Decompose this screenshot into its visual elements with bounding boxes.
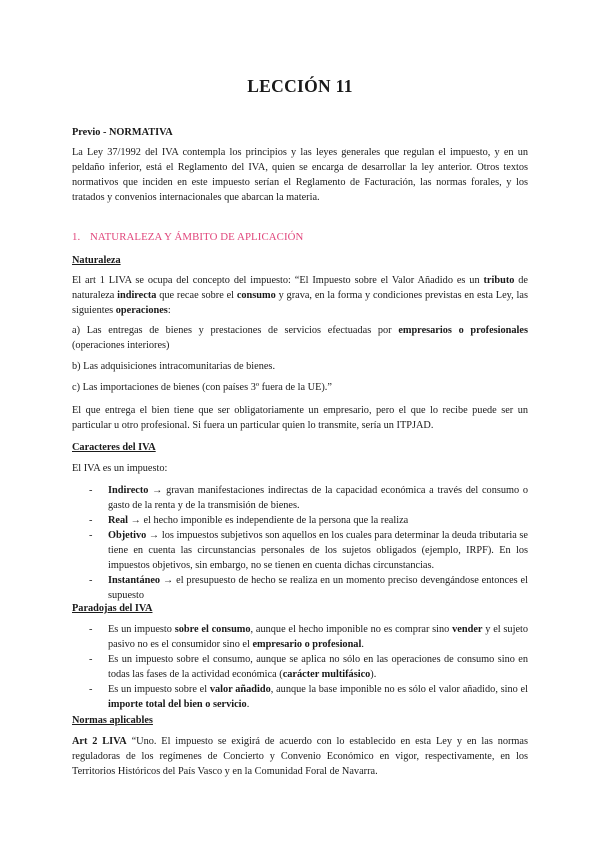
list-item	[72, 682, 528, 712]
list-item-term: Indirecto	[108, 485, 149, 496]
section-1-label: NATURALEZA Y ÁMBITO DE APLICACIÓN	[90, 231, 304, 243]
list-item-text: → el presupuesto de hecho se realiza en un momento preciso devengándose entonces el supuesto	[108, 575, 528, 601]
caracteres-list	[72, 483, 528, 603]
entrega-paragraph: El que entrega el bien tiene que ser obligatoriamente un empresario, pero el que lo recibe puede ser un particular u otro profesional. Si fuera un particular quien lo transmite, sería un ITPJAD.	[72, 405, 528, 431]
operation-a-bold: empresarios o profesionales	[398, 325, 528, 336]
art1-paragraph	[72, 273, 528, 318]
list-item-text: ).	[370, 669, 377, 680]
art1-text: El art 1 LIVA se ocupa del concepto del impuesto: “El Impuesto sobre el Valor Añadido es un	[72, 275, 484, 286]
list-item	[72, 573, 528, 603]
art2-paragraph	[72, 734, 528, 779]
list-item	[72, 513, 528, 528]
list-item-text: → gravan manifestaciones indirectas de la capacidad económica a través del consumo o gasto de la renta y de la transmisión de bienes.	[108, 485, 528, 511]
list-item-term: Instantáneo	[108, 575, 161, 586]
list-item-bold: vender	[452, 624, 483, 635]
list-item-text: , aunque la base imponible no es sólo el valor añadido, sino el	[270, 684, 528, 695]
art1-bold-indirecta: indirecta	[117, 290, 157, 301]
list-item-text: .	[361, 639, 364, 650]
art2-label: Art 2 LIVA	[72, 736, 127, 747]
list-item	[72, 483, 528, 513]
list-item-term: Objetivo	[108, 530, 147, 541]
list-item-text: → el hecho imponible es independiente de la persona que la realiza	[128, 515, 409, 526]
previo-paragraph: La Ley 37/1992 del IVA contempla los principios y las leyes generales que regulan el impuesto, y en un peldaño inferior, está el Reglamento del IVA, quien se encarga de desarrollar la ley anterior. Otros textos normativos que inciden en este impuesto serían el Reglamento de Facturación, las normas forales, y los tratados y convenios internacionales que abarcan la materia.	[72, 147, 528, 203]
list-item-term: Real	[108, 515, 129, 526]
list-item-bold: empresario o profesional	[252, 639, 362, 650]
list-item-bold: carácter multifásico	[282, 669, 371, 680]
art1-bold-operaciones: operaciones	[115, 305, 168, 316]
art1-text: que recae sobre el	[156, 290, 237, 301]
previo-heading: Previo - NORMATIVA	[72, 127, 173, 138]
list-item-bold: sobre el consumo	[174, 624, 251, 635]
page-title: LECCIÓN 11	[247, 76, 353, 96]
list-item-text: , aunque el hecho imponible no es comprar sino	[250, 624, 453, 635]
list-item-text: → los impuestos subjetivos son aquellos en los cuales para determinar la deuda tributaria se tiene en cuenta las circunstancias personales de los sujetos obligados (ejemplo, IRPF). En los impuestos objetivos, sin embargo, no se tienen en cuenta dichas circunstancias.	[108, 530, 528, 571]
list-item	[72, 528, 528, 573]
art1-text: y grava, en la forma y condiciones previstas en esta Ley, las siguientes	[72, 290, 528, 316]
list-item	[72, 622, 528, 652]
caracteres-intro: El IVA es un impuesto:	[72, 463, 168, 474]
art2-text: “Uno. El impuesto se exigirá de acuerdo con lo establecido en esta Ley y en las normas reguladoras de los regímenes de Concierto y Convenio Económico en vigor, respectivamente, en los Territorios Históricos del País Vasco y en la Comunidad Foral de Navarra.	[72, 736, 529, 777]
list-item-bold: valor añadido	[209, 684, 271, 695]
art1-bold-consumo: consumo	[236, 290, 276, 301]
normas-heading: Normas aplicables	[72, 715, 153, 726]
list-item-text: Es un impuesto sobre el consumo, aunque se aplica no sólo en las operaciones de consumo sino en todas las fases de la actividad económica (	[108, 654, 528, 680]
operation-b: b) Las adquisiciones intracomunitarias de bienes.	[72, 361, 276, 372]
paradojas-heading: Paradojas del IVA	[72, 603, 153, 614]
list-item-text: y el sujeto pasivo no es el consumidor sino el	[108, 624, 529, 650]
art1-bold-tributo: tributo	[483, 275, 515, 286]
operation-a	[72, 323, 528, 353]
list-item-bold: importe total del bien o servicio	[108, 699, 247, 710]
section-1-title	[72, 231, 528, 243]
list-item	[72, 652, 528, 682]
list-item-text: .	[246, 699, 250, 710]
operation-c: c) Las importaciones de bienes (con países 3º fuera de la UE).”	[72, 382, 332, 393]
art1-text: de naturaleza	[72, 275, 529, 301]
naturaleza-heading: Naturaleza	[72, 255, 121, 266]
section-1-number: 1.	[72, 231, 81, 243]
art1-text: :	[167, 305, 171, 316]
list-item-text: Es un impuesto	[108, 624, 175, 635]
operation-a-text: a) Las entregas de bienes y prestaciones de servicios efectuadas por	[72, 325, 399, 336]
list-item-text: Es un impuesto sobre el	[108, 684, 210, 695]
operation-a-text: (operaciones interiores)	[72, 340, 170, 351]
caracteres-heading: Caracteres del IVA	[72, 442, 156, 453]
paradojas-list	[72, 622, 528, 712]
